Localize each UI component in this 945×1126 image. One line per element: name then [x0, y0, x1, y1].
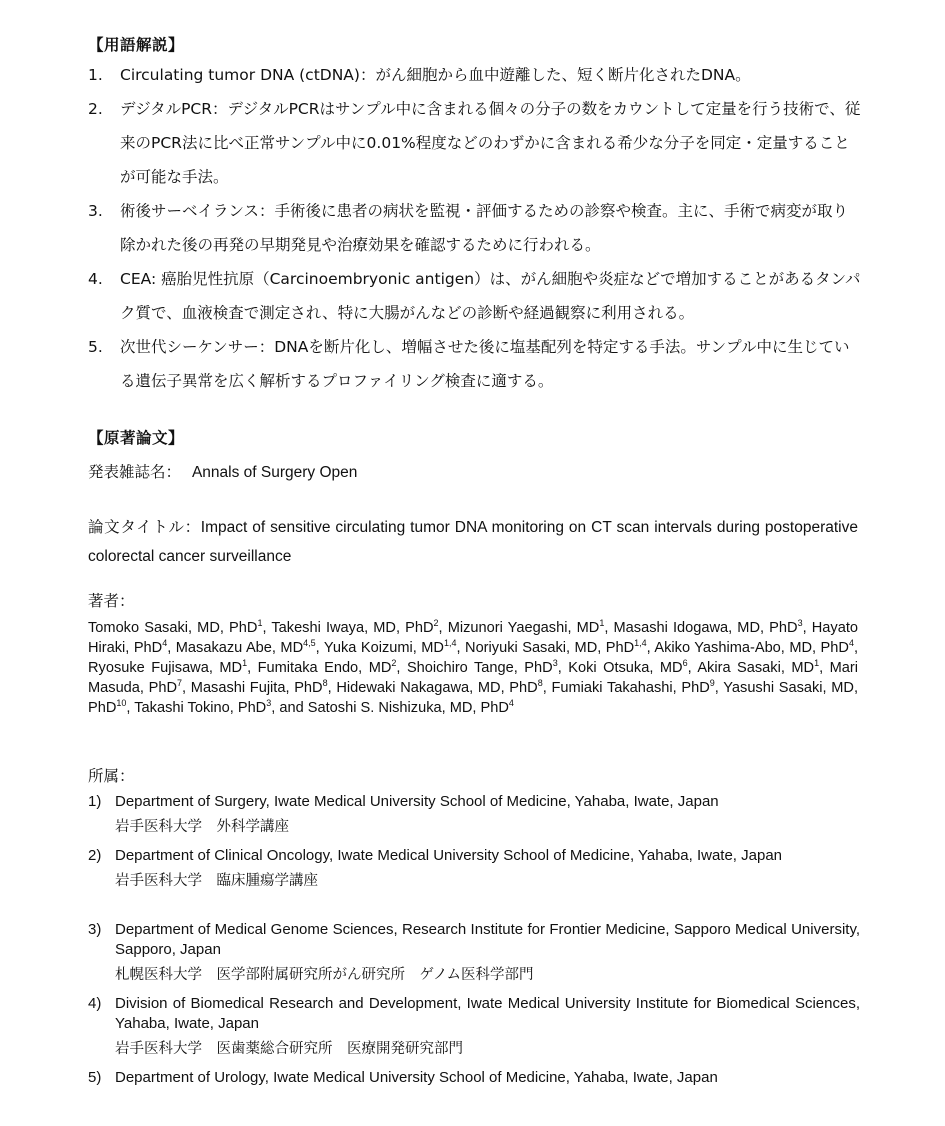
- author-separator: ,: [557, 660, 569, 676]
- author-affiliation-sup: 8: [322, 678, 328, 688]
- author-separator: ,: [126, 700, 135, 716]
- author-affiliation-sup: 1,4: [634, 638, 647, 648]
- author-separator: ,: [853, 640, 859, 656]
- author-name: Masashi Fujita, PhD: [190, 680, 323, 696]
- author-affiliation-sup: 3: [552, 658, 558, 668]
- glossary-item-text: CEA: 癌胎児性抗原（Carcinoembryonic antigen）は、がん細胞や炎症などで増加することがあるタンパク質で、血液検査で測定され、特に大腸がんなどの診断や経過観察に利用される。: [120, 270, 861, 322]
- author-affiliation-sup: 3: [266, 698, 272, 708]
- journal-name: Annals of Surgery Open: [191, 464, 358, 481]
- author: [308, 700, 514, 716]
- author: [88, 620, 271, 636]
- author-name: Masashi Idogawa, MD, PhD: [613, 620, 798, 636]
- affiliation-3: [88, 920, 860, 985]
- affiliation-english: Department of Clinical Oncology, Iwate Medical University School of Medicine, Yahaba, Iwate, Japan: [115, 847, 783, 864]
- author-separator: ,: [315, 640, 324, 656]
- author-affiliation-sup: 2: [433, 618, 439, 628]
- author-separator: ,: [819, 660, 830, 676]
- author-name: Fumiaki Takahashi, PhD: [551, 680, 710, 696]
- glossary-item-2: [88, 92, 863, 194]
- affiliation-5: [88, 1068, 860, 1088]
- author-separator: , and: [271, 700, 308, 716]
- author: [88, 660, 258, 676]
- author: [551, 680, 723, 696]
- glossary-item-text: Circulating tumor DNA (ctDNA)：がん細胞から血中遊離した、短く断片化されたDNA。: [120, 66, 751, 84]
- affiliation-number: 4): [88, 995, 102, 1012]
- paper-title-label: 論文タイトル：: [88, 518, 201, 536]
- author-name: Koki Otsuka, MD: [568, 660, 683, 676]
- author-affiliation-sup: 9: [709, 678, 715, 688]
- authors-list: [88, 618, 858, 718]
- affiliation-number: 2): [88, 847, 102, 864]
- affiliation-english: Division of Biomedical Research and Development, Iwate Medical University Institute for Biomedical Sciences, Yahaba, Iwate, Japan: [115, 995, 860, 1032]
- glossary-item-3: [88, 194, 863, 262]
- glossary-item-number: 3.: [88, 202, 103, 220]
- author-name: Shoichiro Tange, PhD: [406, 660, 553, 676]
- author: [465, 640, 654, 656]
- author-affiliation-sup: 1,4: [443, 638, 457, 648]
- affiliation-1: [88, 792, 860, 837]
- glossary-heading: 【用語解説】: [88, 36, 185, 54]
- affiliation-japanese: 岩手医科大学 医歯薬総合研究所 医療開発研究部門: [115, 1041, 463, 1057]
- paper-heading: 【原著論文】: [88, 429, 185, 447]
- author-affiliation-sup: 4: [848, 638, 854, 648]
- author: [614, 620, 812, 636]
- author-separator: ,: [714, 680, 724, 696]
- author-affiliation-sup: 4,5: [303, 638, 316, 648]
- author: [324, 640, 465, 656]
- author-separator: ,: [802, 620, 812, 636]
- author-affiliation-sup: 1: [242, 658, 248, 668]
- affiliation-japanese: 札幌医科大学 医学部附属研究所がん研究所 ゲノム医科学部門: [115, 967, 534, 983]
- author-name: Masakazu Abe, MD: [175, 640, 304, 656]
- affiliation-english: Department of Surgery, Iwate Medical University School of Medicine, Yahaba, Iwate, Japan: [115, 793, 719, 810]
- author-separator: ,: [262, 620, 272, 636]
- author: [336, 680, 551, 696]
- author-name: Hidewaki Nakagawa, MD, PhD: [336, 680, 538, 696]
- author-name: Ryosuke Fujisawa, MD: [88, 660, 243, 676]
- journal-line: [88, 460, 357, 482]
- author: [258, 660, 407, 676]
- author-name: Takeshi Iwaya, MD, PhD: [271, 620, 434, 636]
- affiliation-number: 3): [88, 921, 102, 938]
- author-separator: ,: [604, 620, 614, 636]
- author-separator: ,: [167, 640, 176, 656]
- affiliation-2: [88, 846, 860, 891]
- author-separator: ,: [396, 660, 407, 676]
- glossary-item-number: 1.: [88, 66, 103, 84]
- author: [654, 640, 858, 656]
- affiliations-label: 所属：: [88, 767, 135, 785]
- paper-title-block: [88, 513, 858, 571]
- glossary-item-number: 5.: [88, 338, 103, 356]
- affiliation-4: [88, 994, 860, 1059]
- author-name: Tomoko Sasaki, MD, PhD: [88, 620, 258, 636]
- author-name: Akiko Yashima-Abo, MD, PhD: [654, 640, 849, 656]
- affiliation-english: Department of Urology, Iwate Medical University School of Medicine, Yahaba, Iwate, Japan: [115, 1069, 718, 1086]
- author-name: Fumitaka Endo, MD: [257, 660, 392, 676]
- author-name: Mari Masuda, PhD: [88, 660, 858, 696]
- author-separator: ,: [438, 620, 448, 636]
- author-affiliation-sup: 1: [599, 618, 605, 628]
- author-affiliation-sup: 4: [162, 638, 168, 648]
- author: [407, 660, 568, 676]
- author: [568, 660, 697, 676]
- author-name: Noriyuki Sasaki, MD, PhD: [465, 640, 635, 656]
- glossary-item-1: [88, 58, 863, 92]
- author-name: Takashi Tokino, PhD: [134, 700, 267, 716]
- author-separator: ,: [327, 680, 337, 696]
- author: [134, 700, 308, 716]
- author-affiliation-sup: 10: [116, 698, 127, 708]
- author: [176, 640, 324, 656]
- author: [697, 660, 829, 676]
- paper-title: Impact of sensitive circulating tumor DNA monitoring on CT scan intervals during postoperative colorectal cancer surveillance: [88, 519, 858, 565]
- author-affiliation-sup: 3: [797, 618, 803, 628]
- author-affiliation-sup: 8: [537, 678, 543, 688]
- author-name: Yasushi Sasaki, MD, PhD: [88, 680, 859, 716]
- author-affiliation-sup: 4: [508, 698, 514, 708]
- author-separator: ,: [687, 660, 698, 676]
- journal-label: 発表雑誌名：: [88, 463, 182, 481]
- author-name: Mizunori Yaegashi, MD: [447, 620, 600, 636]
- author-separator: ,: [182, 680, 191, 696]
- glossary-item-text: 術後サーベイランス：手術後に患者の病状を監視・評価するための診察や検査。主に、手術で病変が取り除かれた後の再発の早期発見や治療効果を確認するために行われる。: [120, 202, 849, 254]
- author-separator: ,: [247, 660, 258, 676]
- author-affiliation-sup: 1: [257, 618, 263, 628]
- author-affiliation-sup: 2: [391, 658, 397, 668]
- author: [448, 620, 614, 636]
- author: [271, 620, 447, 636]
- glossary-item-4: [88, 262, 863, 330]
- authors-label: 著者：: [88, 592, 135, 610]
- author-name: Akira Sasaki, MD: [697, 660, 815, 676]
- affiliation-number: 1): [88, 793, 102, 810]
- glossary-item-text: 次世代シーケンサー：DNAを断片化し、増幅させた後に塩基配列を特定する手法。サンプル中に生じている遺伝子異常を広く解析するプロファイリング検査に適する。: [120, 338, 850, 390]
- glossary-item-number: 2.: [88, 100, 103, 118]
- author-affiliation-sup: 7: [177, 678, 183, 688]
- affiliation-english: Department of Medical Genome Sciences, Research Institute for Frontier Medicine, Sapporo Medical University, Sapporo, Japan: [115, 921, 860, 958]
- author-name: Yuka Koizumi, MD: [323, 640, 444, 656]
- affiliation-number: 5): [88, 1069, 102, 1086]
- author: [191, 680, 337, 696]
- glossary-item-number: 4.: [88, 270, 103, 288]
- glossary-item-text: デジタルPCR：デジタルPCRはサンプル中に含まれる個々の分子の数をカウントして定量を行う技術で、従来のPCR法に比べ正常サンプル中に0.01%程度などのわずかに含まれる希少な分子を同定・定量することが可能な手法。: [120, 100, 861, 186]
- author-affiliation-sup: 6: [682, 658, 688, 668]
- affiliation-japanese: 岩手医科大学 臨床腫瘍学講座: [115, 873, 318, 889]
- glossary-item-5: [88, 330, 863, 398]
- author-name: Satoshi S. Nishizuka, MD, PhD: [307, 700, 509, 716]
- author-name: Hayato Hiraki, PhD: [88, 620, 859, 656]
- author-affiliation-sup: 1: [814, 658, 820, 668]
- author-separator: ,: [646, 640, 655, 656]
- affiliation-japanese: 岩手医科大学 外科学講座: [115, 819, 289, 835]
- author-separator: ,: [456, 640, 466, 656]
- author-separator: ,: [542, 680, 552, 696]
